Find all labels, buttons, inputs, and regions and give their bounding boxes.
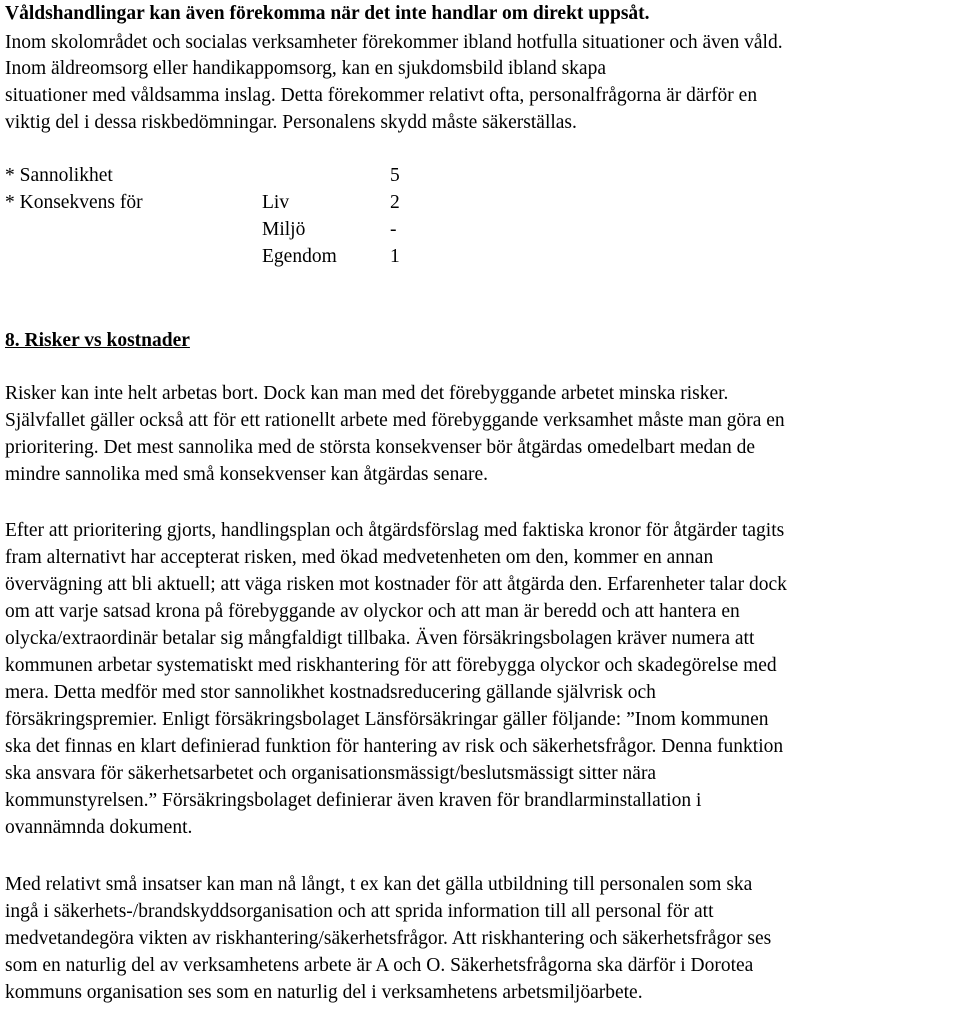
paragraph-line: Med relativt små insatser kan man nå långt, t ex kan det gälla utbildning till personalen som ska [5,874,753,895]
consequence-row-label: Miljö [262,219,306,240]
paragraph-line: Risker kan inte helt arbetas bort. Dock kan man med det förebyggande arbetet minska risker. [5,383,729,404]
paragraph-line: prioritering. Det mest sannolika med de största konsekvenser bör åtgärdas omedelbart medan de [5,437,755,458]
intro-line: Inom skolområdet och socialas verksamheter förekommer ibland hotfulla situationer och även våld. [5,32,783,53]
intro-line: Inom äldreomsorg eller handikappomsorg, kan en sjukdomsbild ibland skapa [5,58,606,79]
intro-heading: Våldshandlingar kan även förekomma när det inte handlar om direkt uppsåt. [5,3,650,24]
paragraph-line: ingå i säkerhets-/brandskyddsorganisation och att sprida information till all personal för att [5,901,714,922]
consequence-row-label: Egendom [262,246,337,267]
paragraph-line: mera. Detta medför med stor sannolikhet kostnadsreducering gällande självrisk och [5,682,656,703]
paragraph-line: mindre sannolika med små konsekvenser kan åtgärdas senare. [5,464,489,485]
probability-value: 5 [390,165,400,186]
consequence-row-value: - [390,219,397,240]
paragraph-line: kommunen arbetar systematiskt med riskhantering för att förebygga olyckor och skadegörelse med [5,655,777,676]
paragraph-line: ska ansvara för säkerhetsarbetet och organisationsmässigt/beslutsmässigt sitter nära [5,763,657,784]
paragraph-line: medvetandegöra vikten av riskhantering/säkerhetsfrågor. Att riskhantering och säkerhetsfrågor ses [5,928,772,949]
consequence-row-value: 1 [390,246,400,267]
paragraph-line: ovannämnda dokument. [5,817,193,838]
consequence-row-value: 2 [390,192,400,213]
intro-line: viktig del i dessa riskbedömningar. Personalens skydd måste säkerställas. [5,112,577,133]
paragraph-line: Självfallet gäller också att för ett rationellt arbete med förebyggande verksamhet måste man göra en [5,410,785,431]
paragraph-line: som en naturlig del av verksamhetens arbete är A och O. Säkerhetsfrågorna ska därför i Dorotea [5,955,754,976]
paragraph-line: Efter att prioritering gjorts, handlingsplan och åtgärdsförslag med faktiska kronor för åtgärder tagits [5,520,785,541]
consequence-label: * Konsekvens för [5,192,143,213]
intro-line: situationer med våldsamma inslag. Detta förekommer relativt ofta, personalfrågorna är därför en [5,85,758,106]
paragraph-line: ska det finnas en klart definierad funktion för hantering av risk och säkerhetsfrågor. Denna funktion [5,736,784,757]
paragraph-line: försäkringspremier. Enligt försäkringsbolaget Länsförsäkringar gäller följande: ”Inom kommunen [5,709,769,730]
paragraph-line: övervägning att bli aktuell; att väga risken mot kostnader för att åtgärda den. Erfarenheter talar dock [5,574,787,595]
section-heading: 8. Risker vs kostnader [5,330,190,351]
paragraph-line: om att varje satsad krona på förebyggande av olyckor och att man är beredd och att hantera en [5,601,740,622]
probability-label: * Sannolikhet [5,165,113,186]
paragraph-line: kommuns organisation ses som en naturlig del i verksamhetens arbetsmiljöarbete. [5,982,643,1003]
paragraph-line: fram alternativt har accepterat risken, med ökad medvetenheten om den, kommer en annan [5,547,714,568]
consequence-row-label: Liv [262,192,290,213]
paragraph-line: kommunstyrelsen.” Försäkringsbolaget definierar även kraven för brandlarminstallation i [5,790,702,811]
paragraph-line: olycka/extraordinär betalar sig mångfaldigt tillbaka. Även försäkringsbolagen kräver numera att [5,628,755,649]
